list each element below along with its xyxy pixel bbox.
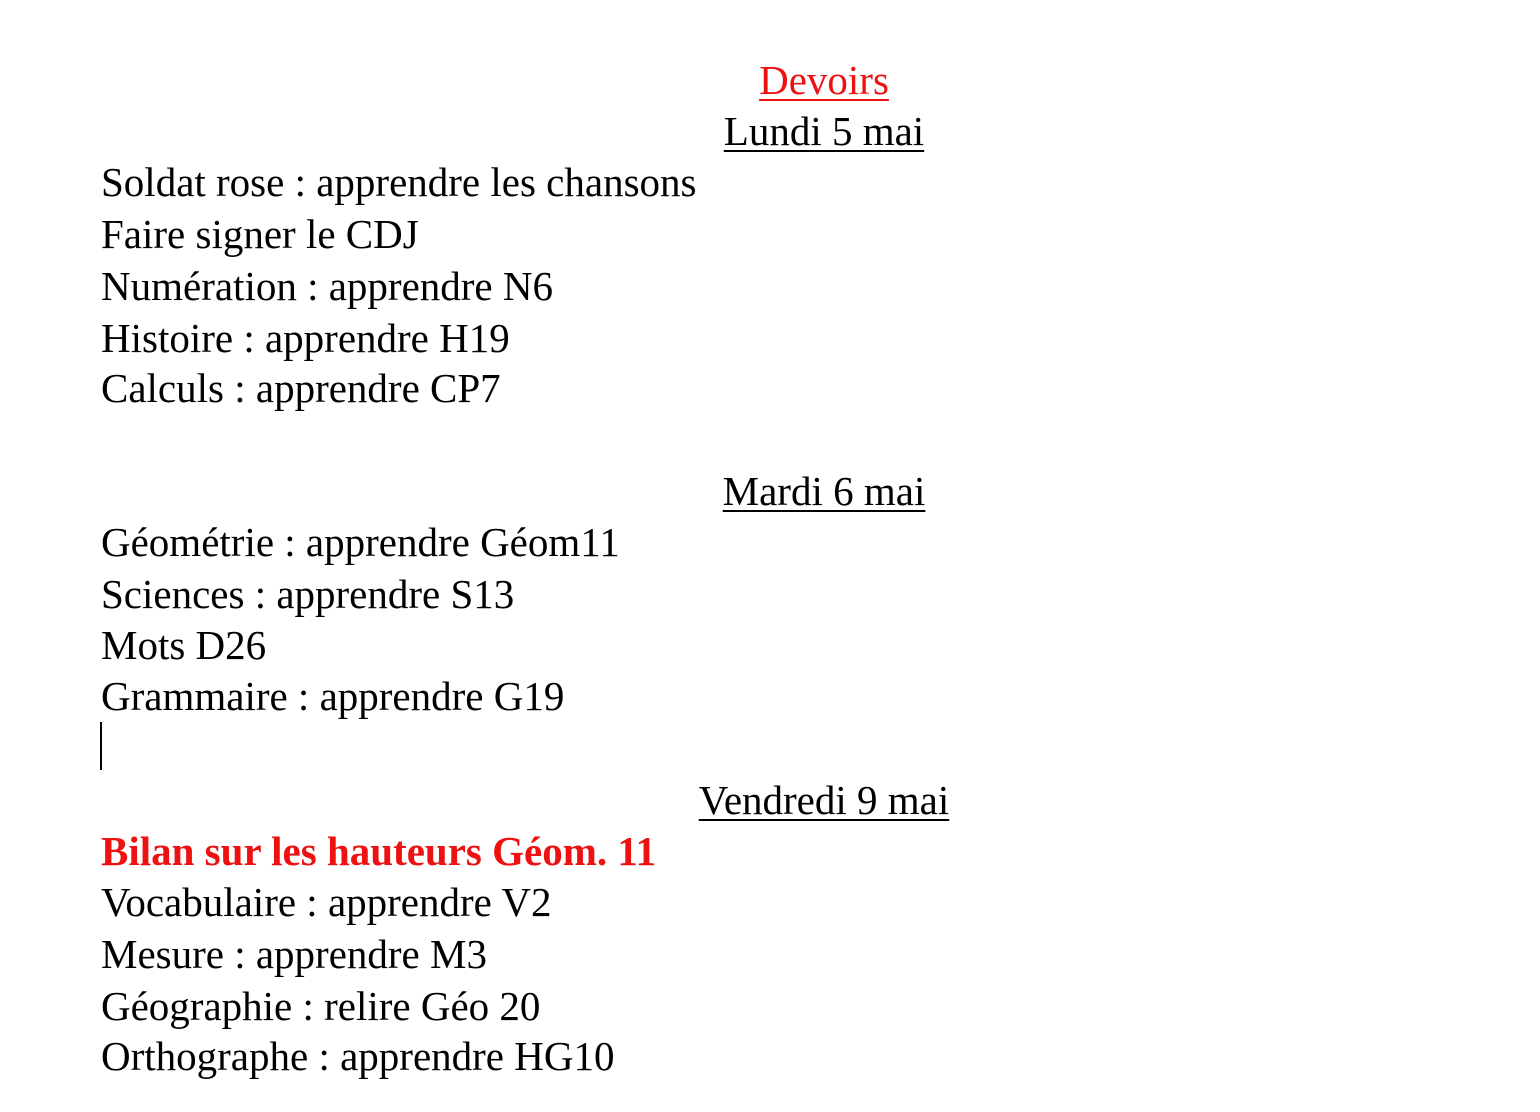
text-cursor[interactable] [100,722,102,770]
document-title-line [101,54,1540,106]
document-title: Devoirs [759,57,889,103]
homework-item: Soldat rose : apprendre les chansons [101,159,697,205]
homework-item: Vocabulaire : apprendre V2 [101,879,552,925]
section-heading-mardi: Mardi 6 mai [722,468,926,514]
homework-item: Calculs : apprendre CP7 [101,365,501,411]
section-heading-vendredi: Vendredi 9 mai [698,777,950,823]
homework-item: Mots D26 [101,622,267,668]
homework-item: Mesure : apprendre M3 [101,931,487,977]
section-heading-line [101,465,1540,517]
homework-item: Géométrie : apprendre Géom11 [101,519,620,565]
homework-item: Sciences : apprendre S13 [101,571,515,617]
homework-item: Numération : apprendre N6 [101,263,553,309]
homework-item: Histoire : apprendre H19 [101,315,510,361]
section-heading-lundi: Lundi 5 mai [723,108,925,154]
section-heading-line [101,774,1540,826]
homework-item: Grammaire : apprendre G19 [101,673,565,719]
highlighted-item: Bilan sur les hauteurs Géom. 11 [101,828,657,874]
section-heading-line [101,105,1540,157]
homework-item: Géographie : relire Géo 20 [101,983,541,1029]
homework-item: Faire signer le CDJ [101,211,419,257]
homework-item: Orthographe : apprendre HG10 [101,1033,615,1079]
